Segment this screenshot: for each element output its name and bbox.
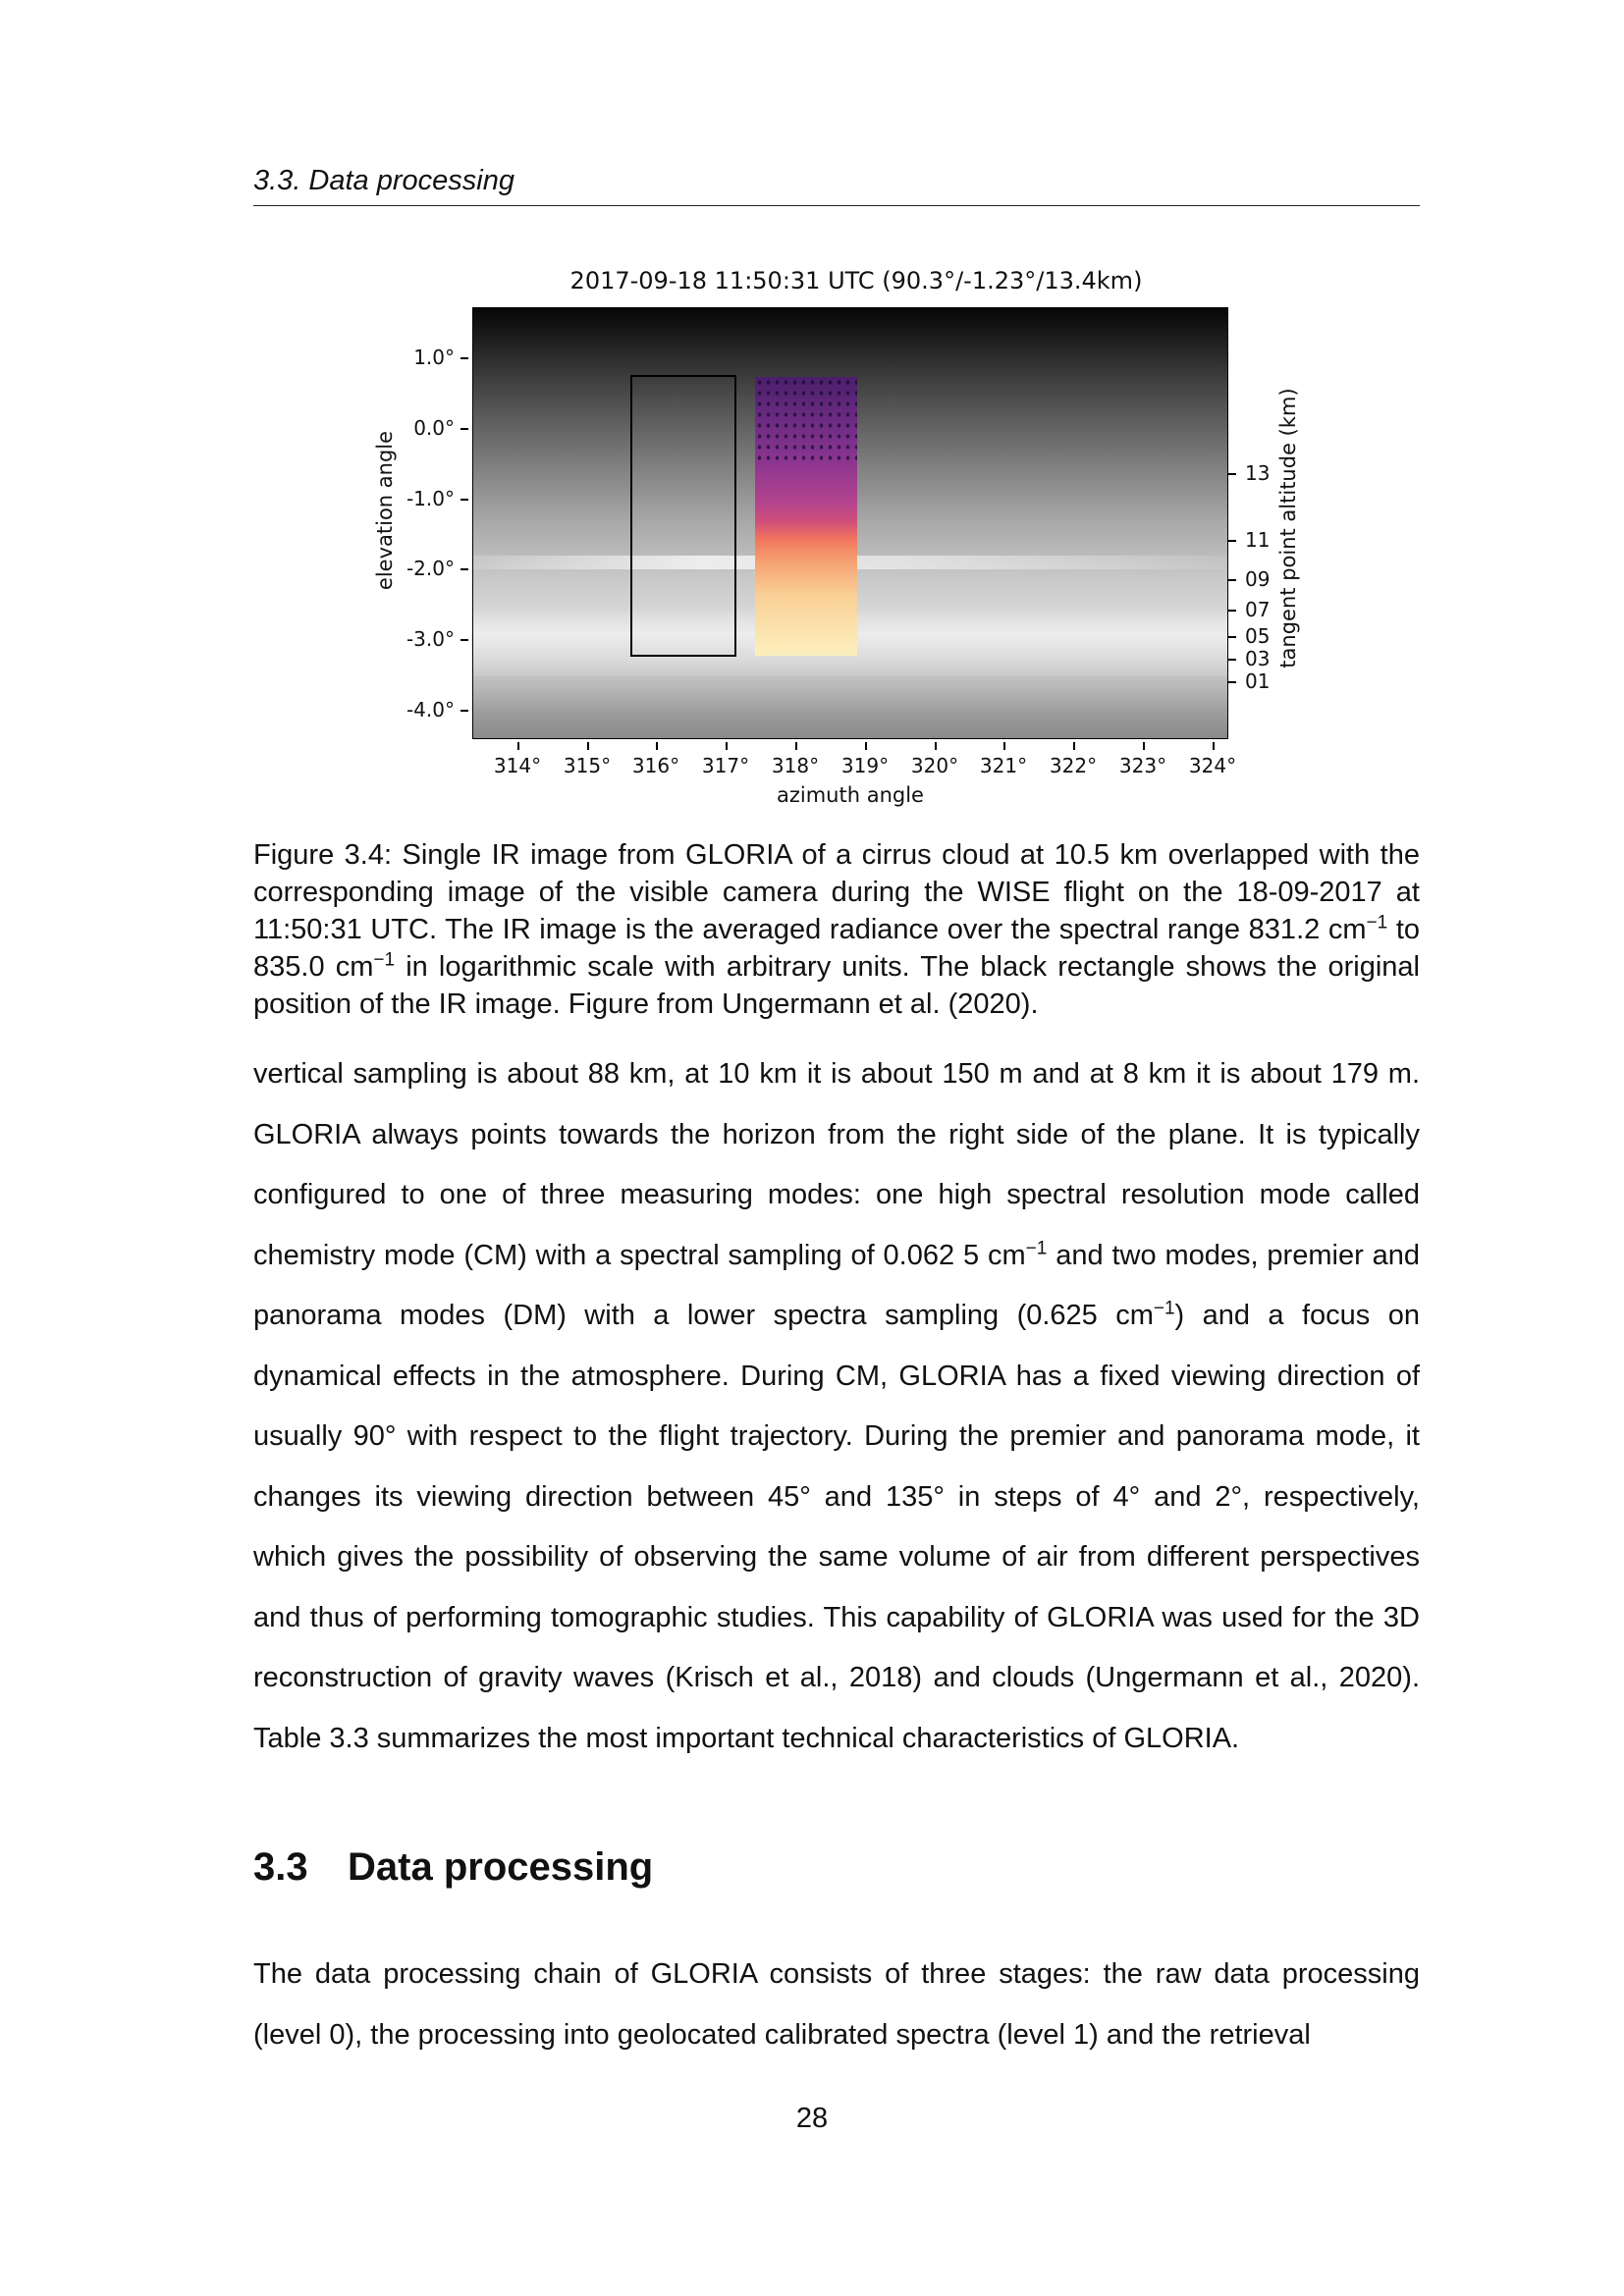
- ytick-right: 13: [1245, 461, 1271, 485]
- original-ir-position-rectangle: [630, 375, 736, 657]
- paragraph-text: ) and a focus on dynamical effects in the atmosphere. During CM, GLORIA has a fixed viewing direction of usually 90° with respect to the flight trajectory. During the premier and panorama mode, it changes its viewing direction between 45° and 135° in steps of 4° and 2°, respectively, which gives the possibility of observing the same volume of air from different perspectives and thus of performing tomographic studies. This capability of GLORIA was used for the 3D reconstruction of gravity waves (Krisch et al., 2018) and clouds (Ungermann et al., 2020). Table 3.3 summarizes the most important technical characteristics of GLORIA.: [253, 1300, 1420, 1754]
- ytick-right: 09: [1245, 567, 1271, 591]
- xtick: 319°: [831, 754, 899, 777]
- ytick-left: -4.0°: [396, 698, 455, 721]
- ytick-right: 07: [1245, 598, 1271, 621]
- ytick-left: -1.0°: [396, 487, 455, 510]
- paragraph-superscript: −1: [1025, 1237, 1048, 1258]
- ytick-right: 11: [1245, 528, 1271, 552]
- section-title: Data processing: [348, 1845, 654, 1889]
- caption-text: to 835.0 cm: [253, 914, 1421, 983]
- xtick: 324°: [1178, 754, 1247, 777]
- ir-image-noise: [755, 377, 857, 465]
- ytick-right: 03: [1245, 647, 1271, 670]
- paragraph-superscript: −1: [1153, 1298, 1175, 1319]
- x-axis-label: azimuth angle: [777, 783, 924, 807]
- xtick: 322°: [1039, 754, 1108, 777]
- xtick: 321°: [969, 754, 1038, 777]
- caption-superscript: −1: [373, 949, 396, 971]
- caption-text: in logarithmic scale with arbitrary units. The black rectangle shows the original position of the IR image. Figure from Ungermann et al. (2020).: [253, 951, 1420, 1020]
- xtick: 314°: [483, 754, 552, 777]
- paragraph-text: and two modes, premier and panorama modes (DM) with a lower spectra sampling (0.625 cm: [253, 1239, 1420, 1331]
- caption-superscript: −1: [1366, 912, 1388, 934]
- xtick: 315°: [553, 754, 622, 777]
- figure-title: 2017-09-18 11:50:31 UTC (90.3°/-1.23°/13.4km): [569, 267, 1143, 294]
- body-paragraph: The data processing chain of GLORIA consists of three stages: the raw data processing (level 0), the processing into geolocated calibrated spectra (level 1) and the retrieval: [253, 1958, 1420, 2051]
- section-number: 3.3: [253, 1845, 308, 1889]
- ytick-left: -2.0°: [396, 557, 455, 580]
- y-axis-label-left: elevation angle: [373, 430, 397, 591]
- xtick: 318°: [761, 754, 830, 777]
- ytick-left: 0.0°: [396, 416, 455, 440]
- ytick-right: 05: [1245, 624, 1271, 648]
- figure-caption: [253, 836, 1420, 1023]
- running-head: 3.3. Data processing: [253, 165, 1420, 206]
- xtick: 320°: [900, 754, 969, 777]
- ytick-right: 01: [1245, 669, 1271, 693]
- xtick: 323°: [1109, 754, 1177, 777]
- page-number: 28: [795, 2103, 829, 2134]
- ytick-left: 1.0°: [396, 346, 455, 369]
- paragraph-text: vertical sampling is about 88 km, at 10 km it is about 150 m and at 8 km it is about 179 m. GLORIA always points towards the horizon from the right side of the plane. It is typically configured to one of three measuring modes: one high spectral resolution mode called chemistry mode (CM) with a spectral sampling of 0.062 5 cm: [253, 1058, 1420, 1271]
- y-axis-label-right: tangent point altitude (km): [1276, 388, 1300, 668]
- xtick: 317°: [691, 754, 760, 777]
- caption-text: Figure 3.4: Single IR image from GLORIA of a cirrus cloud at 10.5 km overlapped with the corresponding image of the visible camera during the WISE flight on the 18-09-2017 at 11:50:31 UTC. The IR image is the averaged radiance over the spectral range 831.2 cm: [253, 839, 1420, 945]
- section-heading: [253, 1845, 653, 1890]
- ytick-left: -3.0°: [396, 627, 455, 651]
- xtick: 316°: [622, 754, 690, 777]
- body-paragraph: [253, 1044, 1420, 1769]
